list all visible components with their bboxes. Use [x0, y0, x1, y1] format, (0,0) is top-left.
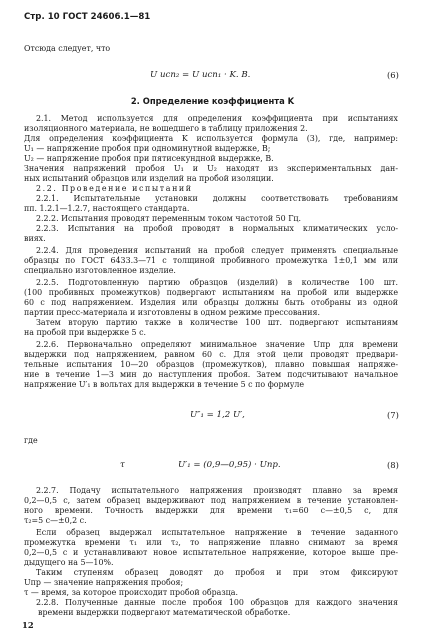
paragraph-2-2-7-line: 0,2—0,5 с, затем образец выдерживают под напряжением в течение установлен-	[24, 496, 398, 505]
paragraph-2-2-6-line: тельные испытания 10—20 образцов (промежутков), плавно повышая напряже-	[24, 360, 398, 369]
paragraph-2-2-8-line: времени выдержки подвергают математической обработке.	[38, 608, 291, 617]
formula-8: U′₁ = (0,9—0,95) · Uпр.	[178, 460, 281, 470]
paragraph-2-2-6-line: 2.2.6. Первоначально определяют минимальное значение Uпр для времени	[36, 340, 398, 349]
paragraph-2-2-5-line: партии пресс-материала и изготовлены в одном режиме прессования.	[24, 308, 320, 317]
definition-line: Значения напряжений пробоя U₁ и U₂ находят из экспериментальных дан-	[24, 164, 398, 173]
paragraph-2-2-4-line: образцы по ГОСТ 6433.3—71 с толщиной пробивного промежутка 1±0,1 мм или	[24, 256, 398, 265]
paragraph-2-2-5-line: на пробой при выдержке 5 с.	[24, 328, 147, 337]
running-head: Стр. 10 ГОСТ 24606.1—81	[24, 12, 151, 22]
paragraph-2-2-title: 2.2. Проведение испытаний	[36, 184, 193, 193]
paragraph-2-2-5-line: Затем вторую партию также в количестве 100 шт. подвергают испытаниям	[36, 318, 398, 327]
formula-6: U исп₂ = U исп₁ · K. В.	[150, 70, 251, 80]
paragraph-2-2-1-line: пп. 1.2.1—1.2.7, настоящего стандарта.	[24, 204, 190, 213]
formula-8-number: (8)	[387, 460, 399, 470]
formula-7: U″₁ = 1,2 U′,	[190, 410, 245, 420]
definition-line: ных испытаний образцов или изделий на пробой изоляции.	[24, 174, 274, 183]
paragraph-2-2-5-line: (100 пробивных промежутков) подвергают испытаниям на пробой или выдержке	[24, 288, 398, 297]
formula-7-number: (7)	[387, 410, 399, 420]
formula-6-number: (6)	[387, 70, 399, 80]
paragraph-2-2-7-line: Если образец выдержал испытательное напряжение в течение заданного	[36, 528, 398, 537]
paragraph-2-2-7-line: τ₂=5 с—±0,2 с.	[24, 516, 87, 525]
paragraph-2-2-7-line: Uпр — значение напряжения пробоя;	[24, 578, 184, 587]
paragraph-2-2-7-line: дыдущего на 5—10%.	[24, 558, 114, 567]
paragraph-2-2-5-line: 60 с под напряжением. Изделия или образцы должны быть отобраны из одной	[24, 298, 398, 307]
paragraph-2-2-6-line: напряжение U′₁ в вольтах для выдержки в течение 5 с по формуле	[24, 380, 305, 389]
paragraph-2-2-7-line: ного времени. Точность выдержки для времени τ₁=60 с—±0,5 с, для	[24, 506, 398, 515]
paragraph-2-2-3-line: 2.2.3. Испытания на пробой проводят в нормальных климатических усло-	[36, 224, 398, 233]
paragraph-2-2-2: 2.2.2. Испытания проводят переменным током частотой 50 Гц.	[36, 214, 302, 223]
paragraph-2-1-line: изоляционного материала, не вошедшего в таблицу приложения 2.	[24, 124, 308, 133]
paragraph-2-2-7-line: 2.2.7. Подачу испытательного напряжения производят плавно за время	[36, 486, 398, 495]
paragraph-2-2-4-line: 2.2.4. Для проведения испытаний на пробой следует применять специальные	[36, 246, 398, 255]
paragraph-2-2-7-line: 0,2—0,5 с и устанавливают новое испытательное напряжение, которое выше пре-	[24, 548, 398, 557]
paragraph-2-2-6-line: ние в течение 1—3 мин до наступления пробоя. Затем подсчитывают начальное	[24, 370, 398, 379]
paragraph-2-2-1-line: 2.2.1. Испытательные установки должны соответствовать требованиям	[36, 194, 398, 203]
paragraph-2-2-8-line: 2.2.8. Полученные данные после пробоя 100 образцов для каждого значения	[36, 598, 398, 607]
definition-line: U₂ — напряжение пробоя при пятисекундной выдержке, В.	[24, 154, 274, 163]
definition-line: Для определения коэффициента K используется формула (3), где, например:	[24, 134, 398, 143]
paragraph-2-2-6-line: выдержки под напряжением, равном 60 с. Для этой цели проводят предвари-	[24, 350, 398, 359]
paragraph-2-1-line: 2.1. Метод используется для определения коэффициента при испытаниях	[36, 114, 398, 123]
formula-6-intro: Отсюда следует, что	[24, 44, 111, 53]
paragraph-2-2-3-line: виях.	[24, 234, 46, 243]
definition-line: U₁ — напряжение пробоя при одноминутной выдержке, В;	[24, 144, 271, 153]
formula-8-lead: τ	[120, 460, 125, 470]
page-number: 12	[22, 620, 34, 630]
paragraph-2-2-7-line: τ — время, за которое происходит пробой образца.	[24, 588, 238, 597]
section-2-title: 2. Определение коэффициента K	[130, 96, 295, 106]
paragraph-2-2-7-line: Таким ступеням образец доводят до пробоя и при этом фиксируют	[36, 568, 398, 577]
paragraph-2-2-7-line: промежутка времени τ₁ или τ₂, то напряжение плавно снимают за время	[24, 538, 398, 547]
paragraph-2-2-4-line: специально изготовленное изделие.	[24, 266, 176, 275]
where-label: где	[24, 436, 38, 445]
paragraph-2-2-5-line: 2.2.5. Подготовленную партию образцов (изделий) в количестве 100 шт.	[36, 278, 398, 287]
